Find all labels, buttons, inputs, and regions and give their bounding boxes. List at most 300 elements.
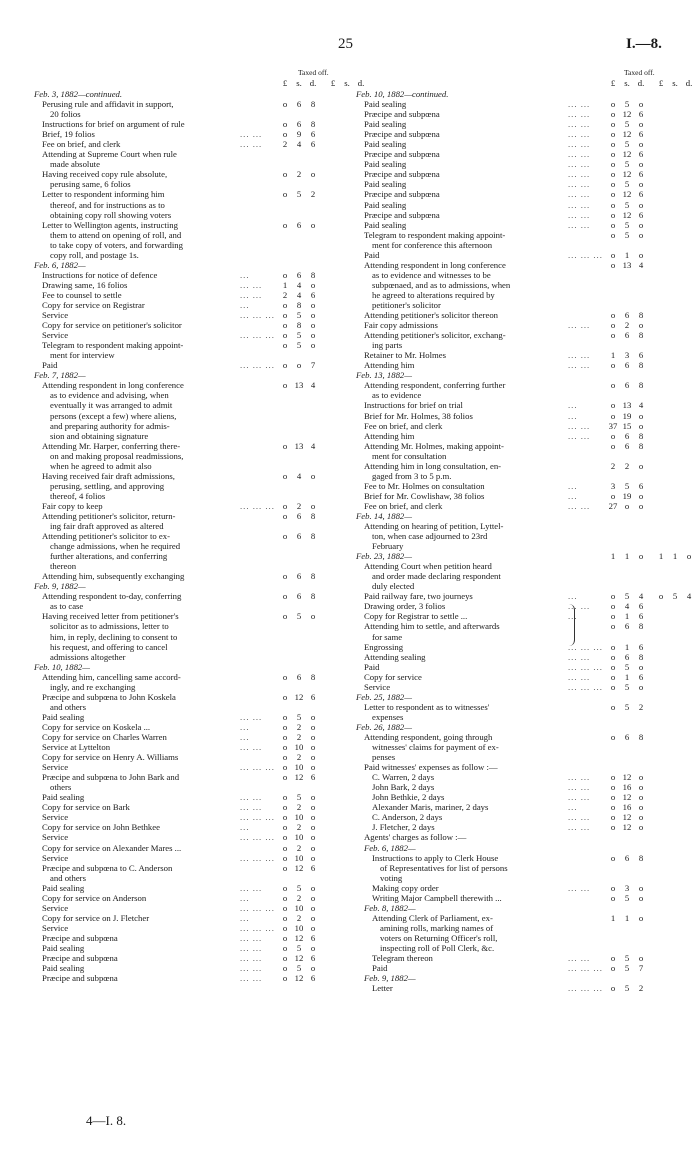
amount-cell: o	[310, 299, 316, 310]
entry-text: Instructions for notice of defence	[42, 269, 158, 280]
entry-text: for same	[372, 631, 403, 642]
money-header-row	[34, 78, 365, 89]
amount-cell: o	[610, 360, 616, 371]
ledger-row	[356, 390, 686, 400]
amount-cell: 5	[624, 681, 630, 692]
amount-cell: o	[638, 139, 644, 150]
amount-cell: o	[610, 249, 616, 260]
amount-cell: o	[610, 400, 616, 411]
amount-cell: o	[282, 269, 288, 280]
ledger-row	[34, 169, 340, 179]
ledger-row	[356, 571, 686, 581]
ledger-row	[356, 521, 686, 531]
ledger-row	[34, 149, 340, 159]
ledger-row	[34, 400, 340, 410]
amount-cell: o	[310, 812, 316, 823]
ledger-row	[356, 792, 686, 802]
entry-text: Feb. 25, 1882—	[356, 691, 412, 702]
amount-cell: o	[282, 953, 288, 964]
ledger-row	[34, 561, 340, 571]
entry-text: Copy for service on Koskela ...	[42, 721, 151, 732]
amount-cell: o	[610, 139, 616, 150]
amount-cell: 6	[310, 691, 316, 702]
leader-dots: ... ...	[568, 360, 591, 371]
entry-text: Copy for service on J. Fletcher	[42, 912, 150, 923]
entry-text: C. Anderson, 2 days	[372, 812, 443, 823]
entry-text: Service	[42, 812, 69, 823]
ledger-row	[34, 732, 340, 742]
amount-cell: 1	[610, 350, 616, 361]
entry-text: made absolute	[50, 159, 100, 170]
amount-cell: 5	[296, 330, 302, 341]
entry-text: Attending him, subsequently exchanging	[42, 571, 185, 582]
leader-dots: ...	[240, 892, 250, 903]
ledger-row	[34, 782, 340, 792]
amount-cell: 4	[296, 470, 302, 481]
ledger-row	[356, 149, 686, 159]
amount-cell: o	[610, 219, 616, 230]
amount-cell: 6	[638, 641, 644, 652]
amount-cell: o	[282, 119, 288, 130]
ledger-row	[356, 300, 686, 310]
ledger-row	[356, 119, 686, 129]
paper-reference: I.—8.	[626, 36, 662, 52]
amount-cell: o	[610, 591, 616, 602]
leader-dots: ... ...	[240, 973, 263, 984]
entry-text: Fee to Mr. Holmes on consultation	[364, 480, 485, 491]
amount-cell: 5	[296, 942, 302, 953]
amount-cell: 6	[638, 601, 644, 612]
money-header-cell: s.	[672, 78, 678, 88]
amount-cell: o	[610, 310, 616, 321]
ledger-row	[356, 109, 686, 119]
amount-cell: 5	[624, 953, 630, 964]
amount-cell: 12	[294, 953, 304, 964]
amount-cell: 2	[610, 460, 616, 471]
amount-cell: o	[310, 470, 316, 481]
entry-text: Paid sealing	[42, 882, 85, 893]
amount-cell: 8	[638, 330, 644, 341]
amount-cell: o	[310, 882, 316, 893]
amount-cell: 5	[624, 199, 630, 210]
ledger-row	[356, 99, 686, 109]
ledger-row	[356, 561, 686, 571]
amount-cell: 4	[296, 289, 302, 300]
ledger-row	[356, 772, 686, 782]
amount-cell: o	[282, 611, 288, 622]
amount-cell: o	[282, 932, 288, 943]
entry-text: change admissions, when he required	[50, 541, 181, 552]
leader-dots: ... ...	[568, 149, 591, 160]
amount-cell: 6	[296, 119, 302, 130]
amount-cell: o	[282, 591, 288, 602]
amount-cell: o	[638, 772, 644, 783]
entry-text: ingly, and re exchanging	[50, 681, 136, 692]
amount-cell: 8	[638, 732, 644, 742]
amount-cell: 12	[622, 149, 632, 160]
amount-cell: 5	[624, 139, 630, 150]
entry-text: thereof, 4 folios	[50, 490, 106, 501]
amount-cell: o	[310, 752, 316, 763]
amount-cell: o	[638, 551, 644, 562]
ledger-row	[34, 380, 340, 390]
ledger-row	[356, 963, 686, 973]
taxed-amount-cell: 1	[658, 551, 664, 562]
ledger-row	[34, 230, 340, 240]
amount-cell: o	[282, 189, 288, 200]
entry-text: Instructions for brief on trial	[364, 400, 463, 411]
leader-dots: ... ...	[568, 953, 591, 964]
ledger-row	[34, 802, 340, 812]
amount-cell: 6	[296, 671, 302, 682]
entry-text: ment for conference this afternoon	[372, 239, 493, 250]
entry-text: Feb. 23, 1882—	[356, 551, 412, 562]
amount-cell: 13	[622, 259, 632, 270]
entry-text: Attending Court when petition heard	[364, 561, 492, 572]
amount-cell: o	[610, 852, 616, 863]
leader-dots: ... ...	[240, 792, 263, 803]
entry-text: Attending petitioner's solicitor to ex-	[42, 531, 170, 542]
amount-cell: o	[610, 159, 616, 170]
money-header-cell: £	[282, 78, 288, 88]
entry-text: Having received copy rule absolute,	[42, 169, 168, 180]
amount-cell: o	[310, 169, 316, 180]
ledger-row	[356, 230, 686, 240]
entry-text: Copy for Registrar to settle ...	[364, 611, 468, 622]
amount-cell: 10	[294, 832, 304, 843]
amount-cell: o	[610, 792, 616, 803]
amount-cell: o	[610, 380, 616, 391]
amount-cell: 2	[296, 500, 302, 511]
leader-dots: ... ... ...	[240, 310, 275, 321]
ledger-row	[34, 491, 340, 501]
ledger-row	[34, 682, 340, 692]
entry-text: Præcipe and subpœna	[42, 973, 118, 984]
ledger-row	[34, 933, 340, 943]
amount-cell: 2	[282, 289, 288, 300]
entry-text: 20 folios	[50, 109, 81, 120]
amount-cell: o	[638, 892, 644, 903]
amount-cell: o	[282, 772, 288, 783]
amount-cell: o	[310, 892, 316, 903]
amount-cell: 6	[310, 862, 316, 873]
amount-cell: o	[610, 641, 616, 652]
amount-cell: 8	[638, 360, 644, 371]
leader-dots: ...	[568, 400, 578, 411]
amount-cell: 6	[624, 440, 630, 451]
ledger-row	[356, 732, 686, 742]
ledger-row	[356, 933, 686, 943]
ledger-row	[34, 310, 340, 320]
amount-cell: o	[610, 681, 616, 692]
ledger-row	[34, 159, 340, 169]
ledger-row	[356, 541, 686, 551]
amount-cell: 6	[624, 732, 630, 742]
amount-cell: o	[282, 671, 288, 682]
ledger-row	[34, 812, 340, 822]
entry-text: petitioner's solicitor	[372, 299, 441, 310]
amount-cell: o	[310, 792, 316, 803]
date-heading-row	[34, 89, 340, 99]
amount-cell: 10	[294, 762, 304, 773]
amount-cell: o	[310, 922, 316, 933]
leader-dots: ...	[568, 611, 578, 622]
ledger-row	[34, 943, 340, 953]
amount-cell: 4	[638, 591, 644, 602]
entry-text: Attending on hearing of petition, Lyttel-	[364, 521, 504, 532]
amount-cell: o	[610, 179, 616, 190]
taxed-off-label: Taxed off.	[298, 68, 329, 77]
amount-cell: o	[610, 320, 616, 331]
ledger-row	[34, 290, 340, 300]
ledger-row	[34, 210, 340, 220]
leader-dots: ...	[568, 490, 578, 501]
entry-text: Fee on brief, and clerk	[364, 420, 443, 431]
amount-cell: o	[310, 732, 316, 742]
amount-cell: o	[610, 812, 616, 823]
entry-text: Retainer to Mr. Holmes	[364, 350, 447, 361]
amount-cell: o	[610, 892, 616, 903]
amount-cell: o	[282, 711, 288, 722]
entry-text: Service	[364, 681, 391, 692]
amount-cell: o	[310, 320, 316, 331]
amount-cell: 5	[296, 189, 302, 200]
entry-text: thereon	[50, 561, 77, 572]
leader-dots: ... ... ...	[240, 812, 275, 823]
leader-dots: ...	[240, 299, 250, 310]
ledger-row	[34, 139, 340, 149]
amount-cell: o	[282, 310, 288, 321]
entry-text: copy roll, and postage 1s.	[50, 249, 139, 260]
amount-cell: 6	[296, 269, 302, 280]
ledger-row	[356, 913, 686, 923]
amount-cell: 8	[638, 651, 644, 662]
entry-text: Attending at Supreme Court when rule	[42, 149, 177, 160]
ledger-row	[34, 350, 340, 360]
amount-cell: 3	[610, 480, 616, 491]
amount-cell: o	[310, 711, 316, 722]
entry-text: Brief for Mr. Holmes, 38 folios	[364, 410, 473, 421]
amount-cell: 2	[624, 320, 630, 331]
amount-cell: 13	[294, 440, 304, 451]
leader-dots: ... ...	[568, 772, 591, 783]
ledger-row	[356, 250, 686, 260]
date-heading-row	[356, 843, 686, 853]
ledger-row	[34, 903, 340, 913]
leader-dots: ...	[240, 269, 250, 280]
entry-text: Attending petitioner's solicitor thereon	[364, 310, 499, 321]
ledger-row	[356, 129, 686, 139]
amount-cell: o	[282, 842, 288, 853]
leader-dots: ... ... ...	[568, 249, 603, 260]
leader-dots: ... ... ...	[240, 852, 275, 863]
ledger-row	[34, 360, 340, 370]
amount-cell: o	[610, 440, 616, 451]
amount-cell: 6	[638, 149, 644, 160]
amount-cell: o	[638, 199, 644, 210]
entry-text: Drawing order, 3 folios	[364, 601, 446, 612]
amount-cell: o	[638, 661, 644, 672]
amount-cell: 6	[296, 571, 302, 582]
amount-cell: o	[310, 842, 316, 853]
amount-cell: o	[282, 380, 288, 391]
date-heading-row	[34, 260, 340, 270]
amount-cell: o	[282, 742, 288, 753]
ledger-row	[356, 702, 686, 712]
entry-text: obtaining copy roll showing voters	[50, 209, 172, 220]
amount-cell: 6	[310, 139, 316, 150]
amount-cell: o	[282, 360, 288, 371]
entry-text: ton, when case adjourned to 23rd	[372, 531, 488, 542]
entry-text: Attending him	[364, 360, 415, 371]
leader-dots: ... ... ...	[240, 922, 275, 933]
amount-cell: 4	[310, 380, 316, 391]
ledger-row	[34, 531, 340, 541]
leader-dots: ... ...	[568, 420, 591, 431]
entry-text: Paid sealing	[364, 179, 407, 190]
ledger-row	[356, 421, 686, 431]
ledger-row	[356, 270, 686, 280]
ledger-row	[34, 189, 340, 199]
amount-cell: 6	[638, 611, 644, 622]
leader-dots: ... ...	[568, 792, 591, 803]
amount-cell: 8	[638, 380, 644, 391]
entry-text: Perusing rule and affidavit in support,	[42, 99, 174, 110]
amount-cell: 2	[296, 721, 302, 732]
entry-text: Copy for service on petitioner's solicitor	[42, 320, 182, 331]
date-heading-row	[34, 370, 340, 380]
ledger-row	[356, 290, 686, 300]
amount-cell: o	[610, 611, 616, 622]
ledger-row	[356, 280, 686, 290]
money-header-cell: s.	[344, 78, 350, 88]
ledger-row	[356, 632, 686, 642]
amount-cell: o	[310, 340, 316, 351]
ledger-row	[356, 832, 686, 842]
amount-cell: 12	[622, 169, 632, 180]
leader-dots: ... ...	[240, 711, 263, 722]
amount-cell: o	[310, 852, 316, 863]
money-header-spacer	[568, 78, 606, 89]
ledger-row	[34, 240, 340, 250]
amount-cell: o	[638, 320, 644, 331]
amount-cell: o	[282, 852, 288, 863]
ledger-row	[356, 491, 686, 501]
amount-cell: 4	[638, 259, 644, 270]
entry-text: Præcipe and subpœna	[42, 953, 118, 964]
amount-cell: o	[610, 621, 616, 632]
ledger-row	[34, 832, 340, 842]
entry-text: subpœnaed, and as to admissions, when	[372, 279, 511, 290]
page-number: 25	[338, 36, 353, 52]
amount-cell: o	[282, 320, 288, 331]
ledger-row	[356, 411, 686, 421]
amount-cell: o	[610, 983, 616, 994]
entry-text: Præcipe and subpœna	[364, 149, 440, 160]
amount-cell: o	[638, 500, 644, 511]
amount-cell: 6	[310, 953, 316, 964]
entry-text: Letter	[372, 983, 393, 994]
amount-cell: 8	[310, 531, 316, 542]
amount-cell: o	[282, 892, 288, 903]
ledger-row	[356, 531, 686, 541]
amount-cell: 8	[310, 571, 316, 582]
entry-text: Feb. 14, 1882—	[356, 510, 412, 521]
money-header-cell: d.	[309, 78, 317, 88]
amount-cell: o	[310, 832, 316, 843]
entry-text: Paid sealing	[364, 159, 407, 170]
amount-cell: 5	[624, 892, 630, 903]
amount-cell: o	[638, 681, 644, 692]
entry-text: Præcipe and subpœna to C. Anderson	[42, 862, 173, 873]
amount-cell: o	[638, 812, 644, 823]
entry-text: penses	[372, 752, 396, 763]
leader-dots: ... ...	[568, 812, 591, 823]
entry-text: John Bethkie, 2 days	[372, 792, 445, 803]
entry-text: duly elected	[372, 581, 415, 592]
amount-cell: o	[282, 732, 288, 742]
amount-cell: 6	[624, 651, 630, 662]
ledger-row	[356, 742, 686, 752]
amount-cell: o	[638, 219, 644, 230]
amount-cell: o	[310, 279, 316, 290]
ledger-row	[34, 340, 340, 350]
ledger-row	[34, 692, 340, 702]
entry-text: Feb. 9, 1882—	[34, 581, 86, 592]
amount-cell: 1	[282, 279, 288, 290]
amount-cell: 1	[624, 671, 630, 682]
ledger-row	[34, 611, 340, 621]
ledger-row	[356, 782, 686, 792]
ledger-row	[34, 973, 340, 983]
amount-cell: 5	[296, 963, 302, 974]
entry-text: and others	[50, 701, 86, 712]
amount-cell: 6	[638, 189, 644, 200]
taxed-off-header	[34, 68, 340, 78]
amount-cell: 12	[622, 772, 632, 783]
entry-text: Paid sealing	[42, 711, 85, 722]
ledger-row	[356, 169, 686, 179]
ledger-row	[34, 390, 340, 400]
ledger-row	[356, 360, 686, 370]
money-header-spacer	[356, 78, 568, 89]
entry-text: sion and obtaining signature	[50, 430, 149, 441]
entry-text: ing fair draft approved as altered	[50, 521, 164, 532]
entry-text: Service	[42, 922, 69, 933]
entry-text: Instructions for brief on argument of rule	[42, 119, 185, 130]
amount-cell: 2	[638, 701, 644, 712]
ledger-row	[356, 822, 686, 832]
ledger-row	[356, 672, 686, 682]
entry-text: Agents' charges as follow :—	[364, 832, 467, 843]
amount-cell: 15	[622, 420, 632, 431]
amount-cell: o	[610, 661, 616, 672]
amount-cell: o	[610, 129, 616, 140]
amount-cell: o	[282, 721, 288, 732]
ledger-row	[34, 541, 340, 551]
entry-text: Fair copy admissions	[364, 320, 438, 331]
ledger-row	[34, 621, 340, 631]
amount-cell: 16	[622, 802, 632, 813]
amount-cell: o	[282, 792, 288, 803]
ledger-row	[356, 431, 686, 441]
amount-cell: 5	[624, 983, 630, 994]
leader-dots: ... ...	[568, 169, 591, 180]
amount-cell: o	[610, 953, 616, 964]
taxed-amount-cell: 1	[672, 551, 678, 562]
entry-text: Copy for service on Registrar	[42, 299, 145, 310]
amount-cell: 8	[310, 671, 316, 682]
